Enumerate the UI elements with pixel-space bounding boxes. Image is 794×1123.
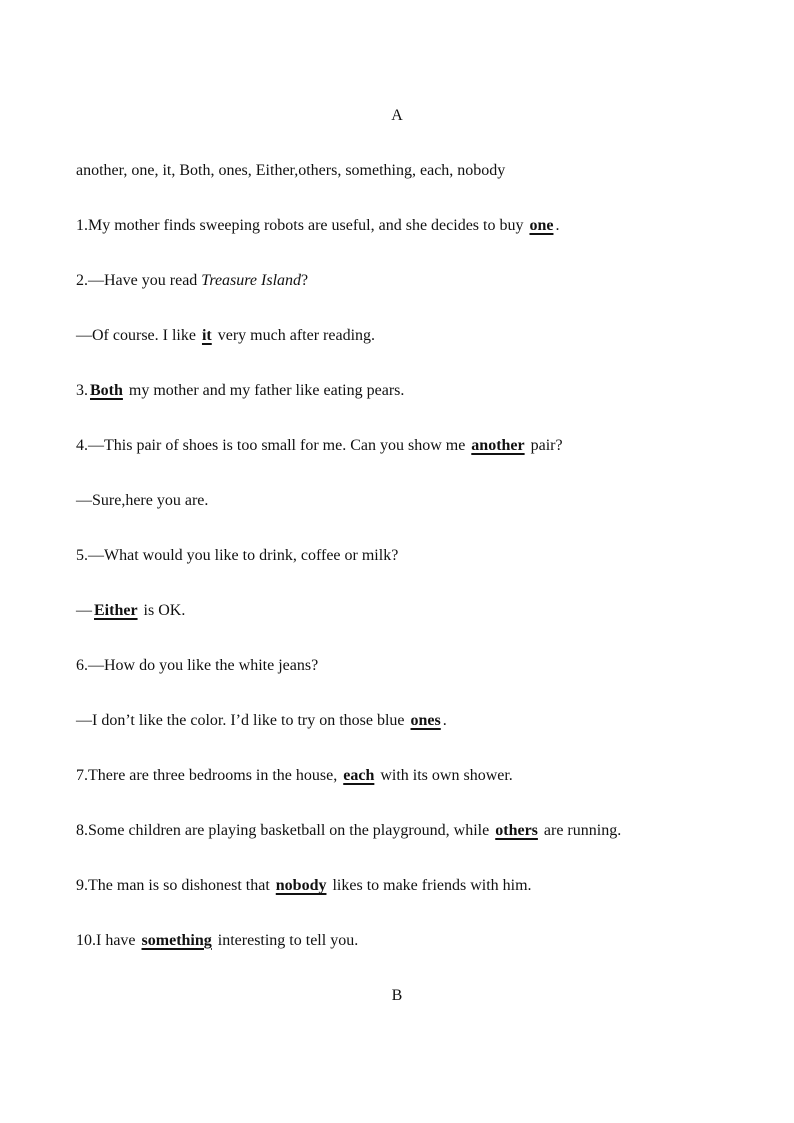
- question-3: [76, 381, 404, 401]
- question-2-reply: [76, 326, 375, 346]
- answer-blank: ones: [410, 712, 441, 729]
- question-text: ?: [301, 272, 309, 289]
- question-7: [76, 766, 513, 786]
- question-text: with its own shower.: [376, 767, 513, 784]
- question-6-reply: [76, 711, 447, 731]
- answer-blank: one: [529, 217, 554, 234]
- section-heading-b: B: [391, 987, 403, 1004]
- question-5-reply: [76, 601, 185, 621]
- question-text: likes to make friends with him.: [328, 877, 532, 894]
- word-bank: another, one, it, Both, ones, Either,others, something, each, nobody: [76, 162, 506, 179]
- section-heading-a: A: [391, 107, 403, 124]
- question-text: 10.I have: [76, 932, 140, 949]
- question-4-reply: —Sure,here you are.: [76, 492, 209, 509]
- question-text: .: [442, 712, 447, 729]
- answer-blank: Either: [94, 602, 138, 619]
- answer-blank: nobody: [275, 877, 327, 894]
- question-text: pair?: [526, 437, 563, 454]
- question-text: 3.: [76, 382, 88, 399]
- question-text: —Of course. I like: [76, 327, 200, 344]
- question-10: [76, 931, 358, 951]
- question-text: 7.There are three bedrooms in the house,: [76, 767, 342, 784]
- question-text: very much after reading.: [213, 327, 376, 344]
- question-8: [76, 821, 621, 841]
- answer-blank: others: [495, 822, 538, 839]
- question-9: [76, 876, 532, 896]
- answer-blank: something: [141, 932, 212, 949]
- question-text: .: [555, 217, 560, 234]
- question-1: [76, 216, 559, 236]
- question-text: interesting to tell you.: [213, 932, 359, 949]
- question-text: is OK.: [139, 602, 186, 619]
- answer-blank: it: [201, 327, 212, 344]
- question-text: 2.—Have you read: [76, 272, 202, 289]
- question-text: 9.The man is so dishonest that: [76, 877, 274, 894]
- question-text: 1.My mother finds sweeping robots are useful, and she decides to buy: [76, 217, 528, 234]
- question-text: 4.—This pair of shoes is too small for me. Can you show me: [76, 437, 470, 454]
- question-text: are running.: [539, 822, 622, 839]
- question-text: 8.Some children are playing basketball on the playground, while: [76, 822, 494, 839]
- answer-blank: another: [471, 437, 525, 454]
- book-title: Treasure Island: [201, 272, 302, 289]
- question-text: —: [76, 602, 92, 619]
- answer-blank: each: [343, 767, 375, 784]
- question-5: 5.—What would you like to drink, coffee or milk?: [76, 547, 399, 564]
- answer-blank: Both: [90, 382, 123, 399]
- question-6: 6.—How do you like the white jeans?: [76, 657, 319, 674]
- question-2: [76, 271, 308, 291]
- question-text: my mother and my father like eating pears.: [124, 382, 405, 399]
- question-4: [76, 436, 563, 456]
- question-text: —I don’t like the color. I’d like to try on those blue: [76, 712, 409, 729]
